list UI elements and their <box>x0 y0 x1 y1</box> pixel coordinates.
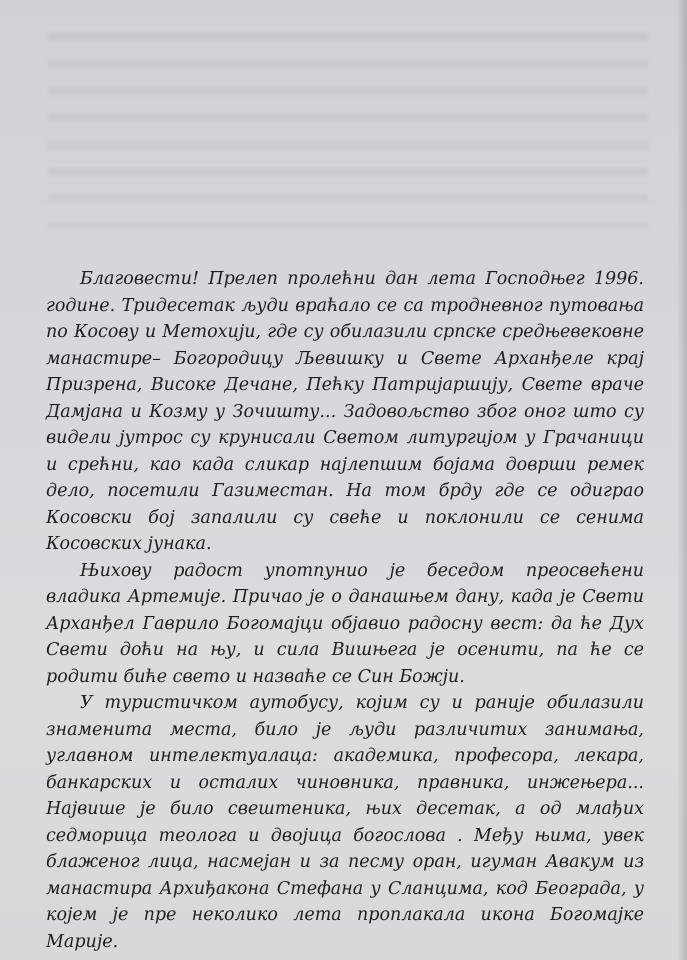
paragraph-2: Њихову радост употпунио је беседом преосвећени владика Артемије. Причао је о данашњем дану, када је Свети Арханђел Гаврило Богомајци објавио радосну вест: да ће Дух Свети доћи на њу, и сила Вишњега је осенити, па ће се родити биће свето и назваће се Син Божји. <box>46 560 644 687</box>
bleed-through-text <box>48 18 648 228</box>
body-text <box>46 266 644 955</box>
paragraph-3: У туристичком аутобусу, којим су и раније обилазили знаменита места, било је људи различитих занимања, углавном интелектуалаца: академика, професора, лекара, банкарских и осталих чиновника, правника, инжењера... Највише је било свештеника, њих десетак, а од млађих седморица теолога и двојица богослова . Међу њима, увек блаженог лица, насмејан и за песму оран, игуман Авакум из манастира Архиђакона Стефана у Сланцима, код Београда, у којем је пре неколико лета проплакала икона Богомајке Марије. <box>46 693 644 952</box>
paragraph-1: Благовести! Прелеп пролећни дан лета Господњег 1996. године. Тридесетак људи враћало се са тродневног путовања по Косову и Метохији, где су обилазили српске средњевековне манастире– Богородицу Љевишку и Свете Арханђеле крај Призрена, Високе Дечане, Пећку Патријаршију, Свете враче Дамјана и Козму у Зочишту... Задовољство због оног што су видели јутрос су крунисали Светом литургијом у Грачаници и срећни, као када сликар најлепшим бојама доврши ремек дело, посетили Газиместан. На том брду где се одиграо Косовски бој запалили су свеће и поклонили се сенима Косовских јунака. <box>46 269 644 554</box>
